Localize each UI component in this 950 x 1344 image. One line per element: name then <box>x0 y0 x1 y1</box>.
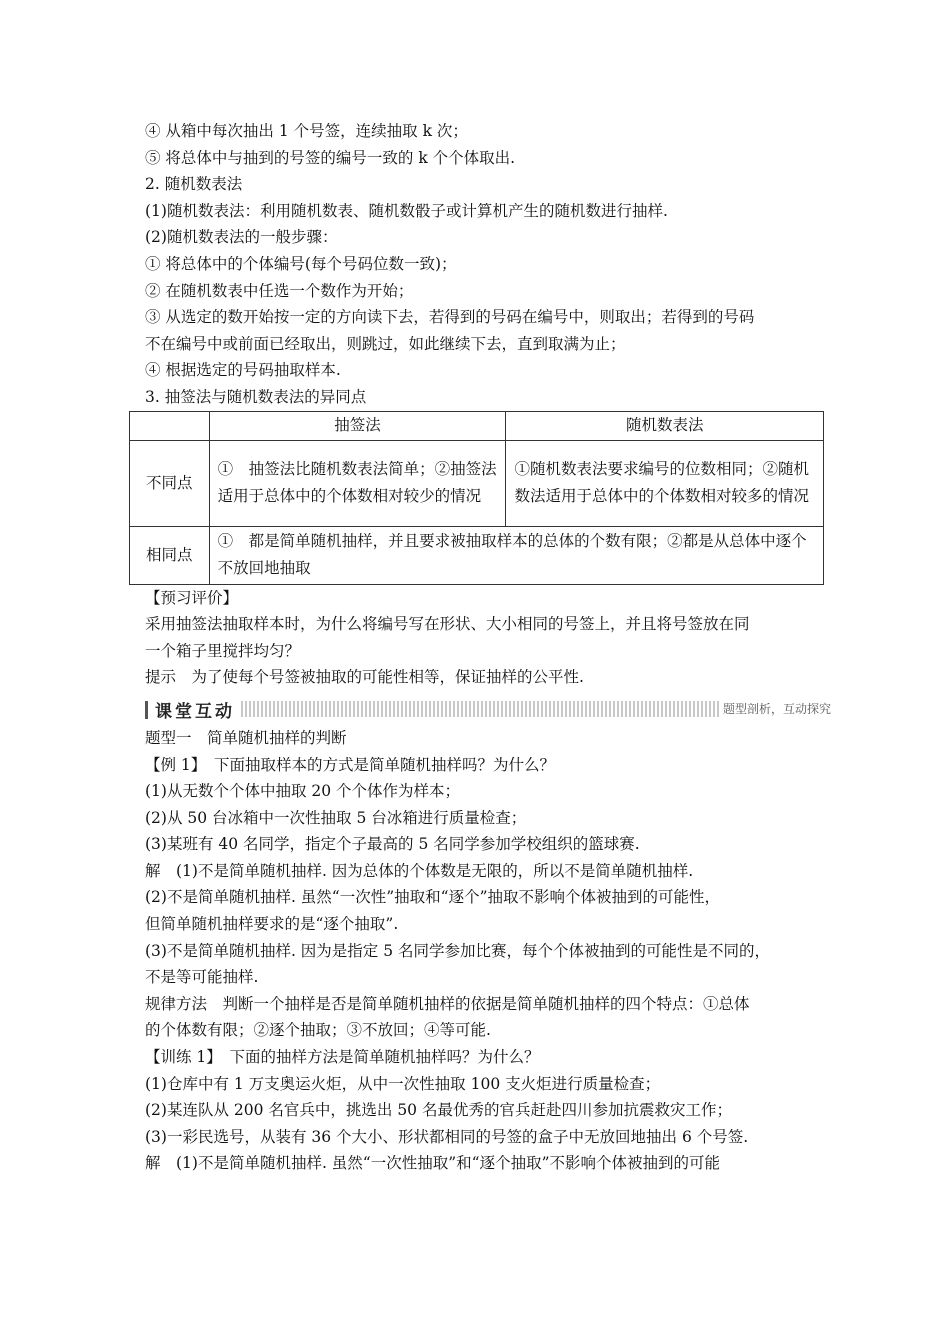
text-line: (3)不是简单随机抽样. 因为是指定 5 名同学参加比赛，每个个体被抽到的可能性是不同的， <box>145 941 771 960</box>
text-line: 【例 1】 下面抽取样本的方式是简单随机抽样吗？为什么？ <box>145 755 556 774</box>
table-header-cell: 随机数表法 <box>506 411 824 440</box>
text-line: ① 将总体中的个体编号(每个号码位数一致)； <box>145 254 457 273</box>
table-header-cell: 抽签法 <box>209 411 506 440</box>
text-line: (2)某连队从 200 名官兵中，挑选出 50 名最优秀的官兵赶赴四川参加抗震救灾工作； <box>145 1101 732 1120</box>
subsection-label: 【预习评价】 <box>145 588 239 607</box>
text-line: ② 在随机数表中任选一个数作为开始； <box>145 281 414 300</box>
text-line: 不是等可能抽样. <box>145 968 259 987</box>
text-line: ④ 从箱中每次抽出 1 个号签，连续抽取 k 次； <box>145 122 468 140</box>
table-header-row <box>130 411 824 440</box>
text-line: ③ 从选定的数开始按一定的方向读下去，若得到的号码在编号中，则取出；若得到的号码 <box>145 308 755 327</box>
text-line: 的个体数有限；②逐个抽取；③不放回；④等可能. <box>145 1021 491 1040</box>
comparison-table <box>129 411 824 585</box>
text-line: 不在编号中或前面已经取出，则跳过，如此继续下去，直到取满为止； <box>145 334 626 353</box>
section-heading: 3. 抽签法与随机数表法的异同点 <box>145 387 367 406</box>
section-banner <box>145 697 831 722</box>
text-line: 但简单随机抽样要求的是“逐个抽取”. <box>145 915 399 934</box>
banner-title: 课堂互动 <box>155 701 235 722</box>
text-line: (1)仓库中有 1 万支奥运火炬，从中一次性抽取 100 支火炬进行质量检查； <box>145 1074 661 1093</box>
text-line: (3)一彩民选号，从装有 36 个大小、形状都相同的号签的盒子中无放回地抽出 6 个号签. <box>145 1127 749 1146</box>
text-line: 规律方法 判断一个抽样是否是简单随机抽样的依据是简单随机抽样的四个特点：①总体 <box>145 994 750 1013</box>
table-cell: ①随机数表法要求编号的位数相同；②随机数法适用于总体中的个体数相对较多的情况 <box>506 440 824 526</box>
banner-tag: 题型剖析，互动探究 <box>719 700 835 718</box>
section-bottom <box>145 725 825 1177</box>
document-page <box>145 118 831 1177</box>
section-heading: 2. 随机数表法 <box>145 175 243 194</box>
text-line: 解 (1)不是简单随机抽样. 因为总体的个体数是无限的，所以不是简单随机抽样. <box>145 861 694 880</box>
table-corner-cell <box>130 411 210 440</box>
table-cell: ① 抽签法比随机数表法简单；②抽签法适用于总体中的个体数相对较少的情况 <box>209 440 506 526</box>
section-mid <box>145 585 825 691</box>
text-line: 【训练 1】 下面的抽样方法是简单随机抽样吗？为什么？ <box>145 1048 540 1067</box>
text-line: ⑤ 将总体中与抽到的号签的编号一致的 k 个个体取出. <box>145 148 516 167</box>
section-top <box>145 118 825 411</box>
text-line: 一个箱子里搅拌均匀？ <box>145 641 301 660</box>
text-line: (2)随机数表法的一般步骤： <box>145 228 338 247</box>
text-line: (2)不是简单随机抽样. 虽然“一次性”抽取和“逐个”抽取不影响个体被抽到的可能性， <box>145 888 721 907</box>
text-line: 解 (1)不是简单随机抽样. 虽然“一次性抽取”和“逐个抽取”不影响个体被抽到的可能 <box>145 1154 721 1173</box>
text-line: (3)某班有 40 名同学，指定个子最高的 5 名同学参加学校组织的篮球赛. <box>145 835 640 854</box>
text-line: (1)从无数个个体中抽取 20 个个体作为样本； <box>145 782 461 801</box>
text-line: 提示 为了使每个号签被抽取的可能性相等，保证抽样的公平性. <box>145 668 584 687</box>
table-row <box>130 526 824 584</box>
table-row-label: 相同点 <box>130 526 210 584</box>
table-row-label: 不同点 <box>130 440 210 526</box>
banner-bar <box>145 701 148 719</box>
section-heading: 题型一 简单随机抽样的判断 <box>145 728 347 747</box>
text-line: 采用抽签法抽取样本时，为什么将编号写在形状、大小相同的号签上，并且将号签放在同 <box>145 615 750 634</box>
table-cell: ① 都是简单随机抽样，并且要求被抽取样本的总体的个数有限；②都是从总体中逐个不放回地抽取 <box>209 526 823 584</box>
text-line: (2)从 50 台冰箱中一次性抽取 5 台冰箱进行质量检查； <box>145 808 527 827</box>
table-row <box>130 440 824 526</box>
text-line: ④ 根据选定的号码抽取样本. <box>145 361 341 380</box>
text-line: (1)随机数表法：利用随机数表、随机数骰子或计算机产生的随机数进行抽样. <box>145 201 668 220</box>
